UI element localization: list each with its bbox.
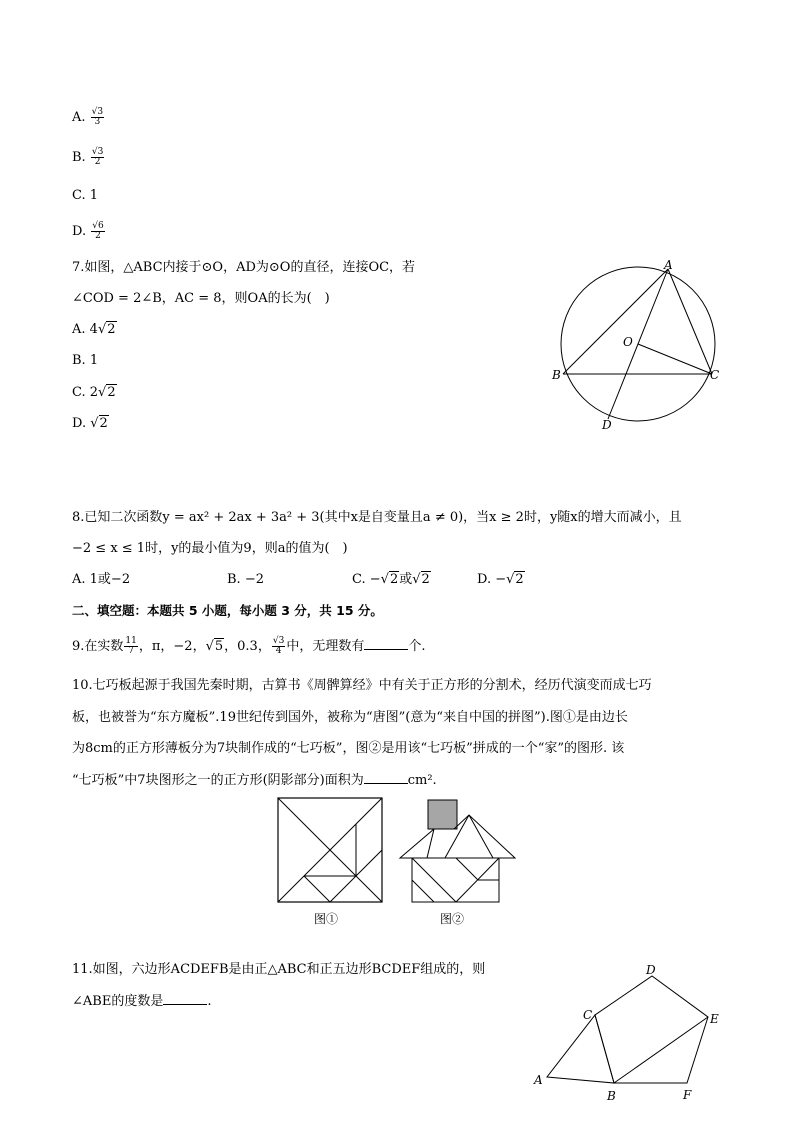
- section-heading-fill-in: 二、填空题：本题共 5 小题，每小题 3 分，共 15 分。: [72, 603, 383, 618]
- q6-option-b: B. $\frac{√3}{2}$: [72, 147, 104, 167]
- q9-stem: 9.在实数 $\frac{11}{7}$ ，π，−2，√5，0.3， $\frac{√3}{4}$ 中，无理数有 个.: [72, 636, 426, 656]
- label-d: D: [646, 963, 656, 977]
- label-o: O: [623, 335, 633, 349]
- chimney-square-shaded: [428, 800, 457, 829]
- q10-stem-line2: 板，也被誉为“东方魔板”.19世纪传到国外，被称为“唐图”(意为“来自中国的拼图”).图①是由边长: [72, 710, 628, 725]
- fraction: $\frac{√6}{2}$: [92, 221, 104, 241]
- fraction: $\frac{√3}{3}$: [91, 107, 104, 127]
- q10-stem-line4: “七巧板”中7块图形之一的正方形(阴影部分)面积为 cm².: [72, 773, 437, 788]
- q6-option-c: C. 1: [72, 188, 99, 203]
- fig2-caption: 图②: [440, 912, 465, 926]
- q7-option-d: D. √2: [72, 416, 108, 431]
- answer-blank: [163, 992, 207, 1005]
- q8-stem-line2: −2 ≤ x ≤ 1时，y的最小值为9，则a的值为( ): [72, 541, 348, 556]
- fig1-caption: 图①: [314, 912, 339, 926]
- q6-option-a: A. $\frac{√3}{3}$: [72, 107, 104, 127]
- segment-ab: [563, 269, 668, 374]
- fraction: $\frac{11}{7}$: [125, 636, 137, 656]
- q8-option-d: D. −√2: [477, 572, 524, 587]
- fraction: $\frac{√3}{2}$: [91, 147, 104, 167]
- label-a: A: [534, 1073, 543, 1087]
- equilateral-triangle-abc: [547, 1015, 614, 1083]
- label-d: D: [602, 418, 612, 432]
- q7-circle-figure: [545, 255, 735, 435]
- q11-stem-line1: 11.如图，六边形ACDEFB是由正△ABC和正五边形BCDEF组成的，则: [72, 962, 486, 977]
- label-c: C: [583, 1008, 593, 1022]
- q7-option-a: A. 4√2: [72, 322, 116, 337]
- label-e: E: [710, 1012, 719, 1026]
- q8-option-a: A. 1或−2: [72, 572, 131, 587]
- tangram-square-figure: [275, 795, 387, 907]
- q10-stem-line1: 10.七巧板起源于我国先秦时期，古算书《周髀算经》中有关于正方形的分割术，经历代演变而成七巧: [72, 678, 652, 693]
- answer-blank: [364, 771, 408, 784]
- segment-ac: [668, 269, 712, 374]
- q11-stem-line2: ∠ABE的度数是 .: [72, 994, 212, 1009]
- fraction: $\frac{√3}{4}$: [272, 636, 285, 656]
- label-b: B: [607, 1089, 616, 1103]
- label-f: F: [683, 1088, 692, 1102]
- label-c: C: [710, 368, 720, 382]
- q7-stem-line2: ∠COD = 2∠B，AC = 8，则OA的长为( ): [72, 291, 330, 306]
- label-b: B: [552, 368, 561, 382]
- q10-stem-line3: 为8cm的正方形薄板分为7块制作成的“七巧板”，图②是用该“七巧板”拼成的一个“家”的图形. 该: [72, 741, 625, 756]
- q7-stem-line1: 7.如图，△ABC内接于⊙O，AD为⊙O的直径，连接OC，若: [72, 260, 416, 275]
- q11-hexagon-figure: [525, 955, 735, 1110]
- answer-blank: [364, 637, 408, 650]
- q8-option-c: C. −√2或√2: [352, 572, 430, 587]
- q8-option-b: B. −2: [227, 572, 264, 587]
- q6-option-d: D. $\frac{√6}{2}$: [72, 221, 104, 241]
- q7-option-b: B. 1: [72, 353, 99, 368]
- q8-stem-line1: 8.已知二次函数y = ax² + 2ax + 3a² + 3(其中x是自变量且a ≠ 0)，当x ≥ 2时，y随x的增大而减小，且: [72, 510, 682, 525]
- tangram-house-figure: [397, 795, 519, 907]
- label-a: A: [664, 258, 673, 272]
- segment-be: [614, 1017, 708, 1083]
- q7-option-c: C. 2√2: [72, 385, 116, 400]
